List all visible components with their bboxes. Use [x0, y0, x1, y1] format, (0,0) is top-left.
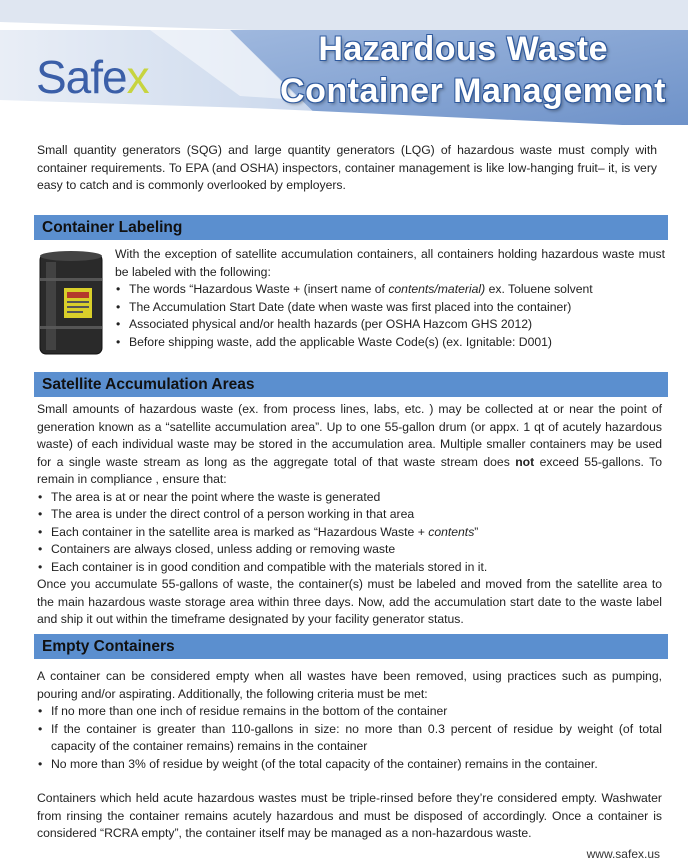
list-item: • Each container is in good condition and compatible with the materials stored in it.: [37, 559, 662, 577]
list-item: • If the container is greater than 110-gallons in size: no more than 0.3 percent of residue by weight (of total capacity of the container remains) remains in the container: [37, 721, 662, 756]
section-heading-satellite: Satellite Accumulation Areas: [34, 372, 668, 397]
page-title-line1: Hazardous Waste: [318, 30, 608, 68]
list-item: • The area is at or near the point where the waste is generated: [37, 489, 662, 507]
list-item: • The Accumulation Start Date (date when waste was first placed into the container): [115, 299, 665, 317]
footer-url: www.safex.us: [586, 847, 660, 861]
safex-logo: Safex: [36, 51, 149, 103]
satellite-list: [37, 489, 662, 577]
drum-image: [36, 248, 106, 358]
section-heading-empty: Empty Containers: [34, 634, 668, 659]
empty-closing: Containers which held acute hazardous wastes must be triple-rinsed before they’re considered empty. Washwater from rinsing the container remains acutely hazardous and must be disposed of accordingly. Once a container is considered “RCRA empty”, the container itself may be managed as a non-hazardous waste.: [37, 791, 662, 840]
list-item: • If no more than one inch of residue remains in the bottom of the container: [37, 703, 662, 721]
list-item: • The words “Hazardous Waste + (insert name of contents/material) ex. Toluene solvent: [115, 281, 665, 299]
page-title-line2: Container Management: [280, 72, 666, 110]
list-item: • The area is under the direct control of a person working in that area: [37, 506, 662, 524]
list-item: • Associated physical and/or health hazards (per OSHA Hazcom GHS 2012): [115, 316, 665, 334]
list-item: • Each container in the satellite area is marked as “Hazardous Waste + contents”: [37, 524, 662, 542]
empty-body: [37, 668, 662, 843]
satellite-body: [37, 401, 662, 629]
section-heading-labeling: Container Labeling: [34, 215, 668, 240]
list-item: • Containers are always closed, unless adding or removing waste: [37, 541, 662, 559]
empty-list: [37, 703, 662, 773]
list-item: • No more than 3% of residue by weight (of the total capacity of the container) remains in the container.: [37, 756, 662, 774]
empty-lead: A container can be considered empty when all wastes have been removed, using practices such as pumping, pouring and/or aspirating. Additionally, the following criteria must be met:: [37, 669, 662, 701]
list-item: • Before shipping waste, add the applicable Waste Code(s) (ex. Ignitable: D001): [115, 334, 665, 352]
satellite-lead: Small amounts of hazardous waste (ex. from process lines, labs, etc. ) may be collected at or near the point of generation known as a “satellite accumulation area”. Up to one 55-gallon drum (or appx. 1 qt of acutely hazardous waste) of each individual waste may be stored in the accumulation area. Multiple smaller containers may be used for a single waste stream as long as the aggregate total of that waste stream does not exceed 55-gallons. To remain in compliance , ensure that:: [37, 402, 662, 486]
labeling-list: [115, 281, 665, 351]
labeling-body: [115, 246, 665, 351]
intro-paragraph: Small quantity generators (SQG) and large quantity generators (LQG) of hazardous waste must comply with container requirements. To EPA (and OSHA) inspectors, container management is like low-hanging fruit– it, is very easy to catch and is commonly overlooked by employers.: [37, 143, 657, 192]
labeling-lead: With the exception of satellite accumulation containers, all containers holding hazardous waste must be labeled with the following:: [115, 247, 665, 279]
satellite-closing: Once you accumulate 55-gallons of waste, the container(s) must be labeled and moved from the satellite area to the main hazardous waste storage area within three days. Now, add the accumulation start date to the waste label and ship it out within the timeframe designated by your facility generator status.: [37, 577, 662, 626]
